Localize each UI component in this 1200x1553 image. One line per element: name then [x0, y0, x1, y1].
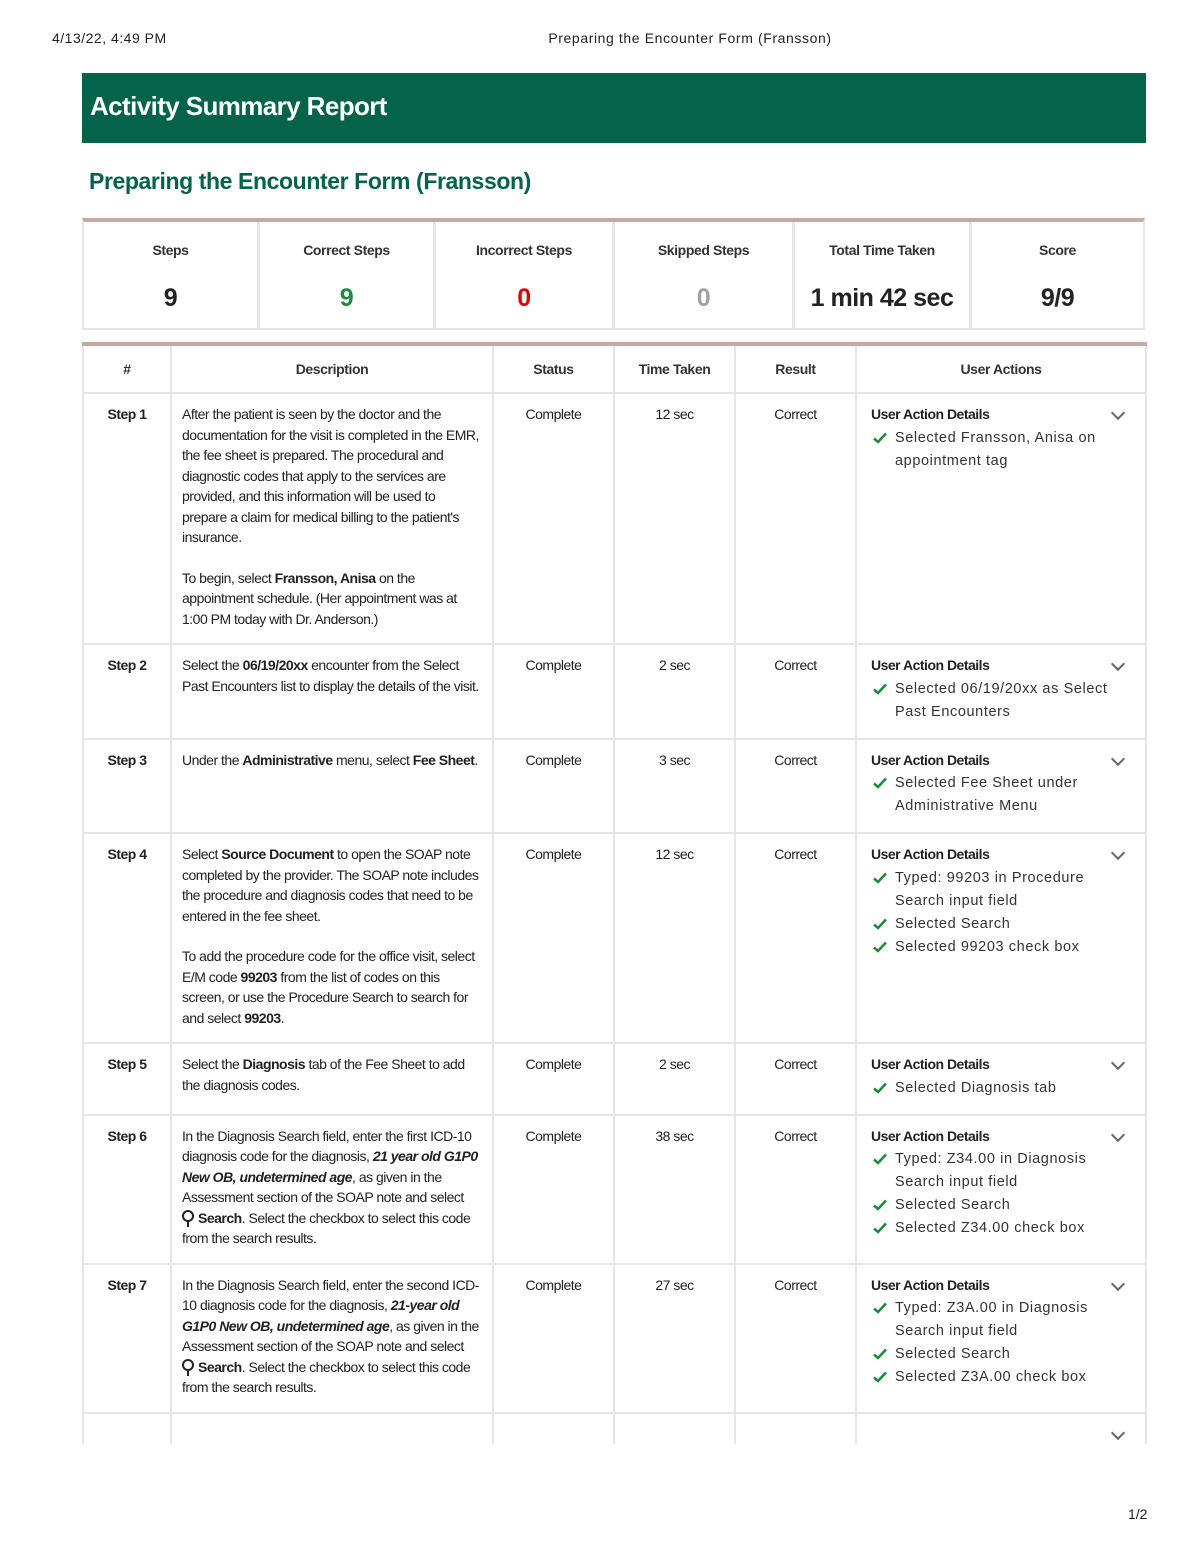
action-list [871, 1297, 1135, 1389]
step-description [171, 644, 493, 739]
step-status: Complete [493, 1043, 614, 1115]
desc-text: on the appointment schedule. (Her appointment was at 1:00 PM today with Dr. Anderson.) [182, 569, 457, 627]
report-banner [82, 73, 1146, 143]
table-row [83, 393, 1146, 644]
table-row [83, 1115, 1146, 1264]
desc-bold-italic: 21 year old G1P0 New OB, undetermined age [182, 1148, 478, 1185]
desc-bold: Diagnosis [242, 1056, 306, 1072]
action-text: Selected Z34.00 check box [895, 1220, 1085, 1236]
step-description [171, 739, 493, 834]
action-item [871, 678, 1135, 724]
check-icon [873, 941, 887, 953]
step-time: 38 sec [614, 1115, 735, 1264]
step-result: Correct [735, 644, 856, 739]
user-action-details-toggle[interactable]: User Action Details [871, 657, 990, 673]
action-item [871, 1194, 1135, 1217]
step-status: Complete [493, 739, 614, 834]
desc-text: Select the [182, 1056, 243, 1072]
action-text: Selected 06/19/20xx as Select Past Encounters [895, 680, 1108, 720]
action-item [871, 936, 1135, 959]
check-icon [873, 1199, 887, 1211]
action-list [871, 1148, 1135, 1240]
summary-score [972, 222, 1143, 328]
summary-time [795, 222, 972, 328]
summary-skipped [615, 222, 795, 328]
summary-panel [82, 218, 1145, 330]
step-number: Step 3 [83, 739, 171, 834]
activity-title: Preparing the Encounter Form (Fransson) [89, 168, 531, 194]
check-icon [873, 1222, 887, 1234]
action-item [871, 913, 1135, 936]
desc-text: Under the [182, 751, 243, 768]
desc-bold: 99203 [240, 968, 277, 985]
check-icon [873, 918, 887, 930]
action-list [871, 678, 1135, 724]
step-status: Complete [493, 393, 614, 644]
step-number: Step 2 [83, 644, 171, 739]
step-number: Step 4 [83, 833, 171, 1043]
check-icon [873, 1153, 887, 1165]
empty-cell [614, 1413, 735, 1444]
summary-incorrect-value: 0 [517, 284, 531, 312]
report-title: Activity Summary Report [90, 91, 387, 121]
check-icon [873, 1302, 887, 1314]
step-description [171, 1264, 493, 1413]
action-text: Selected Diagnosis tab [895, 1079, 1057, 1096]
steps-table [82, 342, 1147, 1444]
table-row [83, 644, 1146, 739]
summary-incorrect [436, 222, 615, 328]
action-text: Typed: 99203 in Procedure Search input field [895, 869, 1085, 909]
desc-text: . [280, 1009, 285, 1026]
page-number: 1/2 [1128, 1506, 1148, 1522]
col-header-description: Description [171, 344, 493, 393]
summary-steps [84, 222, 260, 328]
desc-text: tab of the Fee Sheet to add the diagnosis codes. [182, 1056, 465, 1093]
action-list [871, 772, 1135, 818]
desc-paragraph: After the patient is seen by the doctor and the documentation for the visit is completed in the EMR, the fee sheet is prepared. The procedural and diagnostic codes that apply to the services are provided, and this information will be used to prepare a claim for medical billing to the patient's insurance. [182, 406, 479, 545]
step-result: Correct [735, 833, 856, 1043]
col-header-result: Result [735, 344, 856, 393]
step-result: Correct [735, 739, 856, 834]
user-actions-cell [856, 1115, 1146, 1264]
step-time: 2 sec [614, 1043, 735, 1115]
check-icon [873, 1082, 887, 1094]
summary-time-value: 1 min 42 sec [810, 284, 954, 312]
step-status: Complete [493, 644, 614, 739]
table-row [83, 833, 1146, 1043]
user-actions-cell [856, 739, 1146, 834]
desc-bold: Fransson, Anisa [274, 569, 376, 586]
summary-incorrect-label: Incorrect Steps [476, 242, 572, 258]
summary-time-label: Total Time Taken [829, 242, 935, 258]
action-text: Selected Fransson, Anisa on appointment tag [895, 429, 1096, 469]
action-item [871, 867, 1135, 913]
user-actions-cell [856, 644, 1146, 739]
summary-skipped-value: 0 [696, 284, 711, 312]
step-result: Correct [735, 1264, 856, 1413]
desc-text: . Select the checkbox to select this code from the search results. [182, 1209, 471, 1246]
desc-bold: Fee Sheet [412, 751, 475, 768]
desc-bold: Administrative [242, 751, 333, 768]
action-item [871, 1297, 1135, 1343]
desc-text: menu, select [332, 751, 413, 768]
desc-bold: Search [198, 1358, 242, 1375]
desc-text: To begin, select [182, 569, 275, 586]
step-number: Step 6 [83, 1115, 171, 1264]
step-number: Step 5 [83, 1043, 171, 1115]
col-header-time: Time Taken [614, 344, 735, 393]
step-status: Complete [493, 1264, 614, 1413]
user-action-details-toggle[interactable]: User Action Details [871, 1127, 990, 1144]
step-description [171, 833, 493, 1043]
table-row [83, 1264, 1146, 1413]
print-header [0, 30, 1200, 50]
action-text: Selected 99203 check box [895, 938, 1080, 955]
empty-cell [493, 1413, 614, 1444]
step-description [171, 1115, 493, 1264]
step-result: Correct [735, 393, 856, 644]
desc-paragraph [182, 568, 482, 630]
summary-skipped-label: Skipped Steps [657, 242, 750, 258]
desc-text: , as given in the Assessment section of the SOAP note and select [182, 1168, 464, 1205]
step-number: Step 7 [83, 1264, 171, 1413]
desc-text: . Select the checkbox to select this code from the search results. [182, 1358, 471, 1395]
action-text: Typed: Z34.00 in Diagnosis Search input field [895, 1151, 1087, 1190]
user-action-details-toggle[interactable]: User Action Details [871, 406, 990, 422]
desc-paragraph [182, 946, 482, 1028]
summary-score-value: 9/9 [1040, 284, 1075, 312]
action-list [871, 427, 1135, 473]
desc-text: In the Diagnosis Search field, enter the second ICD-10 diagnosis code for the diagnosis, [182, 1276, 479, 1313]
summary-correct-label: Correct Steps [303, 242, 390, 258]
desc-text: Select the [182, 657, 243, 673]
user-actions-cell [856, 393, 1146, 644]
user-action-details-toggle[interactable]: User Action Details [871, 1276, 990, 1293]
action-list [871, 1077, 1135, 1100]
check-icon [873, 777, 887, 789]
action-item [871, 1217, 1135, 1240]
step-time: 12 sec [614, 393, 735, 644]
table-row-partial [83, 1413, 1146, 1444]
step-description [171, 393, 493, 644]
desc-text: from the list of codes on this screen, or use the Procedure Search to search for and select [182, 968, 468, 1026]
desc-text: . [474, 751, 478, 768]
table-row [83, 739, 1146, 834]
desc-text: Select [182, 846, 222, 862]
desc-text: In the Diagnosis Search field, enter the first ICD-10 diagnosis code for the diagnosis, [182, 1127, 472, 1164]
check-icon [873, 683, 887, 695]
step-number: Step 1 [83, 393, 171, 644]
action-text: Selected Search [895, 915, 1011, 932]
step-time: 2 sec [614, 644, 735, 739]
action-text: Selected Search [895, 1346, 1011, 1362]
check-icon [873, 872, 887, 884]
desc-bold-italic: 21-year old G1P0 New OB, undetermined age [182, 1297, 460, 1334]
col-header-user-actions: User Actions [856, 344, 1146, 393]
print-date: 4/13/22, 4:49 PM [52, 30, 167, 46]
user-actions-cell [856, 1043, 1146, 1115]
search-icon [182, 1359, 194, 1371]
step-status: Complete [493, 1115, 614, 1264]
action-item [871, 1148, 1135, 1194]
search-icon [182, 1210, 194, 1222]
step-description [171, 1043, 493, 1115]
col-header-number: # [83, 344, 171, 393]
summary-correct [260, 222, 436, 328]
summary-score-label: Score [1039, 242, 1076, 258]
empty-cell [171, 1413, 493, 1444]
chevron-down-icon[interactable] [1111, 1425, 1125, 1439]
desc-bold: 99203 [244, 1009, 281, 1026]
col-header-status: Status [493, 344, 614, 393]
action-text: Selected Search [895, 1197, 1011, 1213]
summary-steps-label: Steps [152, 242, 189, 258]
action-text: Selected Fee Sheet under Administrative Menu [895, 775, 1078, 814]
desc-text: , as given in the Assessment section of the SOAP note and select [182, 1317, 479, 1354]
check-icon [873, 1348, 887, 1360]
step-time: 3 sec [614, 739, 735, 834]
check-icon [873, 1371, 887, 1383]
user-action-details-toggle[interactable]: User Action Details [871, 1056, 990, 1072]
action-item [871, 1343, 1135, 1366]
print-title: Preparing the Encounter Form (Fransson) [548, 30, 832, 46]
step-time: 12 sec [614, 833, 735, 1043]
desc-text: encounter from the Select Past Encounters list to display the details of the visit. [182, 657, 479, 694]
action-item [871, 427, 1135, 473]
user-actions-cell [856, 1413, 1146, 1444]
step-status: Complete [493, 833, 614, 1043]
desc-text: to open the SOAP note completed by the provider. The SOAP note includes the procedure and diagnosis codes that need to be entered in the fee sheet. [182, 846, 479, 924]
empty-cell [83, 1413, 171, 1444]
empty-cell [735, 1413, 856, 1444]
step-result: Correct [735, 1043, 856, 1115]
desc-text: To add the procedure code for the office visit, select E/M code [182, 948, 475, 985]
user-actions-cell [856, 833, 1146, 1043]
desc-paragraph [182, 844, 482, 926]
check-icon [873, 432, 887, 444]
step-time: 27 sec [614, 1264, 735, 1413]
action-text: Typed: Z3A.00 in Diagnosis Search input field [895, 1300, 1088, 1339]
action-list [871, 867, 1135, 959]
user-actions-cell [856, 1264, 1146, 1413]
table-header-row [83, 344, 1146, 393]
action-item [871, 772, 1135, 818]
step-result: Correct [735, 1115, 856, 1264]
action-item [871, 1366, 1135, 1389]
summary-steps-value: 9 [163, 284, 178, 312]
user-action-details-toggle[interactable]: User Action Details [871, 846, 990, 862]
desc-bold: 06/19/20xx [242, 657, 308, 673]
table-row [83, 1043, 1146, 1115]
action-text: Selected Z3A.00 check box [895, 1369, 1087, 1385]
desc-bold: Search [198, 1209, 242, 1226]
desc-bold: Source Document [221, 846, 334, 862]
user-action-details-toggle[interactable]: User Action Details [871, 751, 990, 768]
action-item [871, 1077, 1135, 1100]
summary-correct-value: 9 [339, 284, 354, 312]
